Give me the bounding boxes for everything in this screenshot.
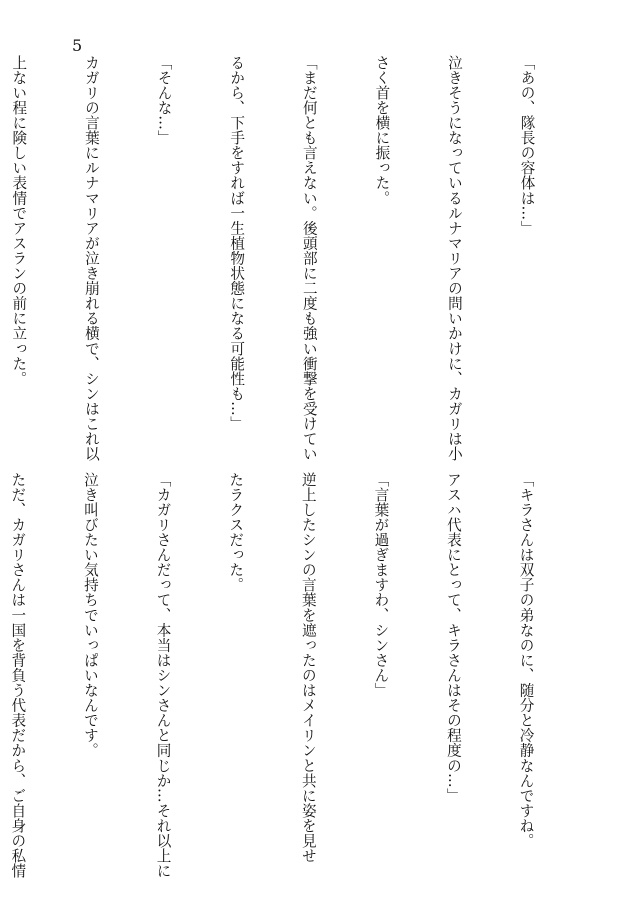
text-line: 泣き叫びたい気持ちでいっぱいなんです。	[81, 472, 99, 758]
bottom-text-block	[0, 472, 586, 879]
text-line: さく首を横に振った。	[373, 55, 391, 206]
text-line: アスハ代表にとって、キラさんはその程度の…」	[444, 472, 462, 804]
text-line: 「あの、隊長の容体は…」	[518, 55, 536, 236]
text-line: たラクスだった。	[227, 472, 245, 593]
text-line: 上ない程に険しい表情でアスランの前に立った。	[10, 55, 28, 387]
text-line: 泣きそうになっているルナマリアの問いかけに、カガリは小	[445, 55, 463, 462]
top-text-block	[0, 55, 587, 462]
text-line: 「まだ何とも言えない。後頭部に二度も強い衝撃を受けてい	[300, 55, 318, 462]
text-line: 「カガリさんだって、本当はシンさんと同じか…それ以上に	[154, 472, 172, 879]
text-line: 「キラさんは双子の弟なのに、随分と冷静なんですね。	[517, 472, 535, 849]
text-line: ただ、カガリさんは一国を背負う代表だから、ご自身の私情	[9, 472, 27, 879]
text-line: 「言葉が過ぎますわ、シンさん」	[372, 472, 390, 698]
text-line: カガリの言葉にルナマリアが泣き崩れる横で、シンはこれ以	[82, 55, 100, 462]
text-line: るから、下手をすれば一生植物状態になる可能性も…」	[228, 55, 246, 432]
text-line: 逆上したシンの言葉を遮ったのはメイリンと共に姿を見せ	[299, 472, 317, 864]
page-number: 5	[72, 36, 83, 55]
text-line: 「そんな…」	[155, 55, 173, 146]
